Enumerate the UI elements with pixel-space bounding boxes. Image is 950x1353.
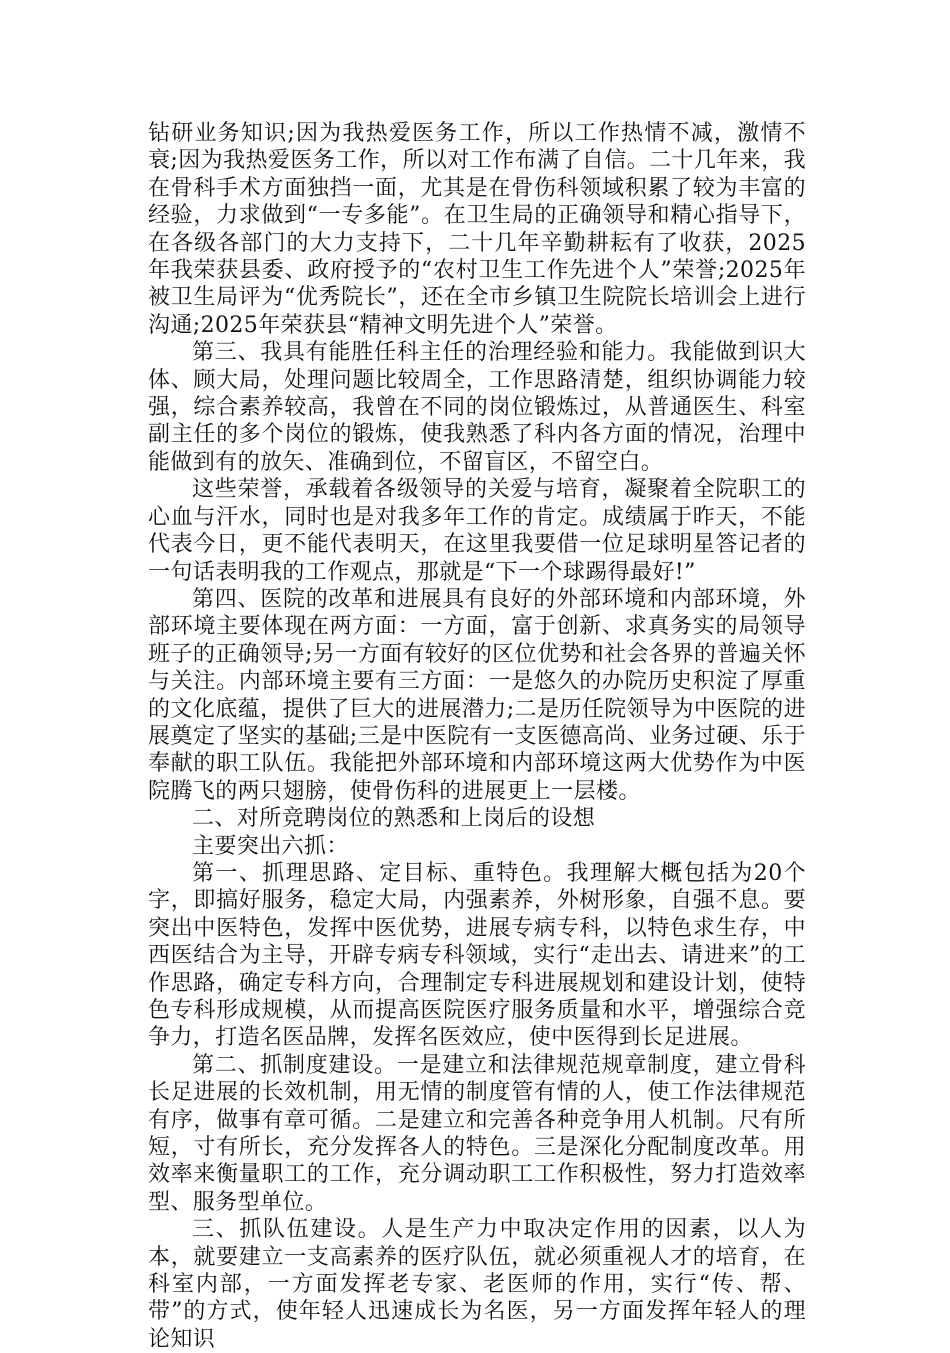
paragraph-1: 钻研业务知识;因为我热爱医务工作，所以工作热情不减，激情不衰;因为我热爱医务工作，所以对工作布满了自信。二十几年来，我在骨科手术方面独挡一面，尤其是在骨伤科领域积累了较为丰富的经验，力求做到“一专多能”。在卫生局的正确领导和精心指导下，在各级各部门的大力支持下，二十几年辛勤耕耘有了收获，2025年我荣获县委、政府授予的“农村卫生工作先进个人”荣誉;2025年被卫生局评为“优秀院长”，还在全市乡镇卫生院院长培训会上进行沟通;2025年荣获县“精神文明先进个人”荣誉。: [148, 121, 806, 338]
document-body: [148, 120, 806, 1353]
paragraph-7: 第一、抓理思路、定目标、重特色。我理解大概包括为20个字，即搞好服务，稳定大局，内强素养，外树形象，自强不息。要突出中医特色，发挥中医优势，进展专病专科，以特色求生存，中西医结合为主导，开辟专病专科领域，实行“走出去、请进来”的工作思路，确定专科方向，合理制定专科进展规划和建设计划，使特色专科形成规模，从而提高医院医疗服务质量和水平，增强综合竞争力，打造名医品牌，发挥名医效应，使中医得到长足进展。: [148, 860, 806, 1051]
paragraph-3: 这些荣誉，承载着各级领导的关爱与培育，凝聚着全院职工的心血与汗水，同时也是对我多年工作的肯定。成绩属于昨天，不能代表今日，更不能代表明天，在这里我要借一位足球明星答记者的一句话表明我的工作观点，那就是“下一个球踢得最好!”: [148, 477, 806, 585]
paragraph-9: 三、抓队伍建设。人是生产力中取决定作用的因素，以人为本，就要建立一支高素养的医疗队伍，就必须重视人才的培育，在科室内部，一方面发挥老专家、老医师的作用，实行“传、帮、带”的方式，使年轻人迅速成长为名医，另一方面发挥年轻人的理论知识: [148, 1217, 806, 1352]
paragraph-8: 第二、抓制度建设。一是建立和法律规范规章制度，建立骨科长足进展的长效机制，用无情的制度管有情的人，使工作法律规范有序，做事有章可循。二是建立和完善各种竞争用人机制。尺有所短，寸有所长，充分发挥各人的特色。三是深化分配制度改革。用效率来衡量职工的工作，充分调动职工工作积极性，努力打造效率型、服务型单位。: [148, 1052, 806, 1215]
paragraph-2: 第三、我具有能胜任科主任的治理经验和能力。我能做到识大体、顾大局，处理问题比较周全，工作思路清楚，组织协调能力较强，综合素养较高，我曾在不同的岗位锻炼过，从普通医生、科室副主任的多个岗位的锻炼，使我熟悉了科内各方面的情况，治理中能做到有的放矢、准确到位，不留盲区，不留空白。: [148, 340, 806, 475]
paragraph-4: 第四、医院的改革和进展具有良好的外部环境和内部环境，外部环境主要体现在两方面：一方面，富于创新、求真务实的局领导班子的正确领导;另一方面有较好的区位优势和社会各界的普遍关怀与关注。内部环境主要有三方面：一是悠久的办院历史积淀了厚重的文化底蕴，提供了巨大的进展潜力;二是历任院领导为中医院的进展奠定了坚实的基础;三是中医院有一支医德高尚、业务过硬、乐于奉献的职工队伍。我能把外部环境和内部环境这两大优势作为中医院腾飞的两只翅膀，使骨伤科的进展更上一层楼。: [148, 586, 806, 804]
paragraph-6: 主要突出六抓：: [192, 833, 349, 859]
section-heading: 二、对所竞聘岗位的熟悉和上岗后的设想: [192, 806, 596, 832]
